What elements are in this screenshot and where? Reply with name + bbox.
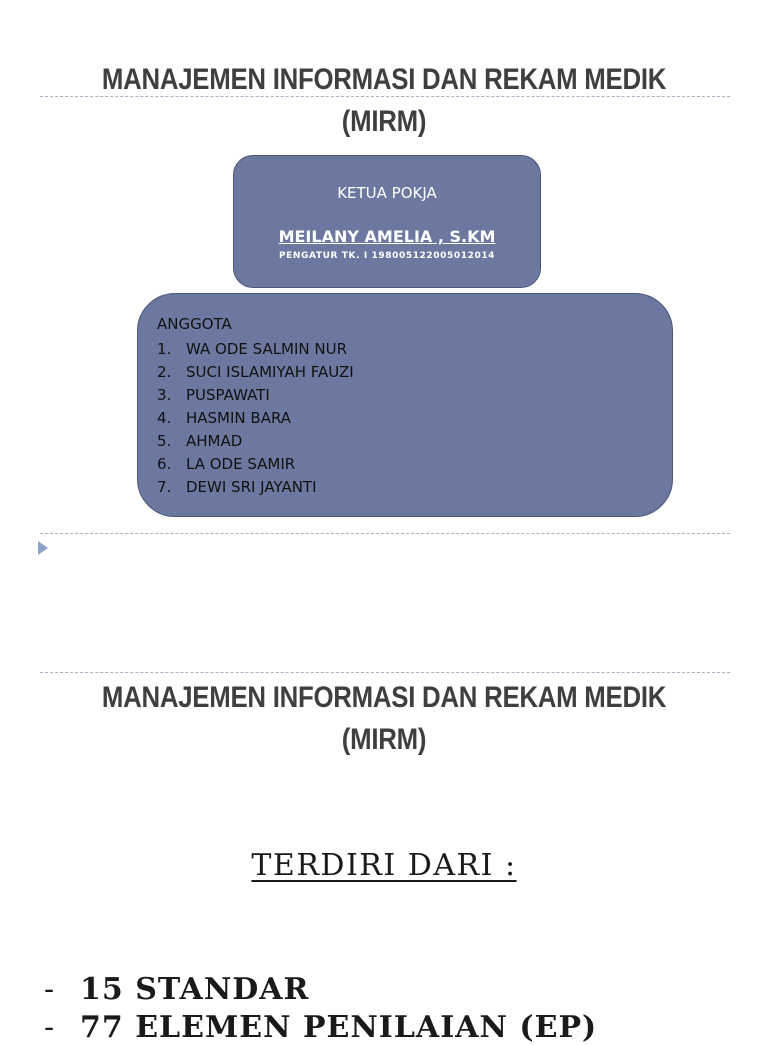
list-item [157, 453, 354, 476]
member-number: 5. [157, 432, 172, 450]
list-item-text: 15 STANDAR [80, 972, 310, 1007]
list-item [44, 972, 309, 1007]
list-dash: - [44, 972, 56, 1007]
list-item [157, 476, 354, 499]
slide1-title-divider [40, 96, 730, 97]
slide1-bottom-divider [40, 533, 730, 534]
slide2-title-line1: MANAJEMEN INFORMASI DAN REKAM MEDIK [101, 681, 667, 714]
slide1-title-line1: MANAJEMEN INFORMASI DAN REKAM MEDIK [101, 63, 667, 96]
slide2-top-divider [40, 672, 730, 673]
member-name: WA ODE SALMIN NUR [186, 340, 348, 358]
member-number: 2. [157, 363, 172, 381]
list-item [157, 430, 354, 453]
member-name: DEWI SRI JAYANTI [186, 478, 317, 496]
slide1-title-line2: (MIRM) [341, 105, 427, 138]
member-list [157, 338, 354, 499]
anggota-box [137, 293, 673, 517]
list-item [157, 384, 354, 407]
list-dash: - [44, 1010, 56, 1045]
terdiri-dari-text: TERDIRI DARI : [251, 848, 517, 883]
terdiri-dari-heading [0, 848, 768, 883]
member-number: 7. [157, 478, 172, 496]
ketua-pokja-label: KETUA POKJA [337, 184, 437, 202]
member-number: 3. [157, 386, 172, 404]
member-number: 1. [157, 340, 172, 358]
list-item-text: 77 ELEMEN PENILAIAN (EP) [80, 1010, 598, 1045]
list-item [157, 338, 354, 361]
list-item [157, 407, 354, 430]
member-name: PUSPAWATI [186, 386, 270, 404]
member-name: AHMAD [186, 432, 243, 450]
ketua-pokja-box [233, 155, 541, 288]
list-item [157, 361, 354, 384]
ketua-name: MEILANY AMELIA , S.KM [278, 227, 496, 246]
member-number: 4. [157, 409, 172, 427]
member-name: LA ODE SAMIR [186, 455, 296, 473]
member-name: SUCI ISLAMIYAH FAUZI [186, 363, 354, 381]
triangle-bullet-icon [38, 541, 48, 555]
anggota-label: ANGGOTA [157, 315, 232, 333]
slide2-title-line2: (MIRM) [341, 723, 427, 756]
list-item [44, 1010, 597, 1045]
member-name: HASMIN BARA [186, 409, 292, 427]
member-number: 6. [157, 455, 172, 473]
ketua-nip: PENGATUR TK. I 198005122005012014 [278, 251, 496, 261]
